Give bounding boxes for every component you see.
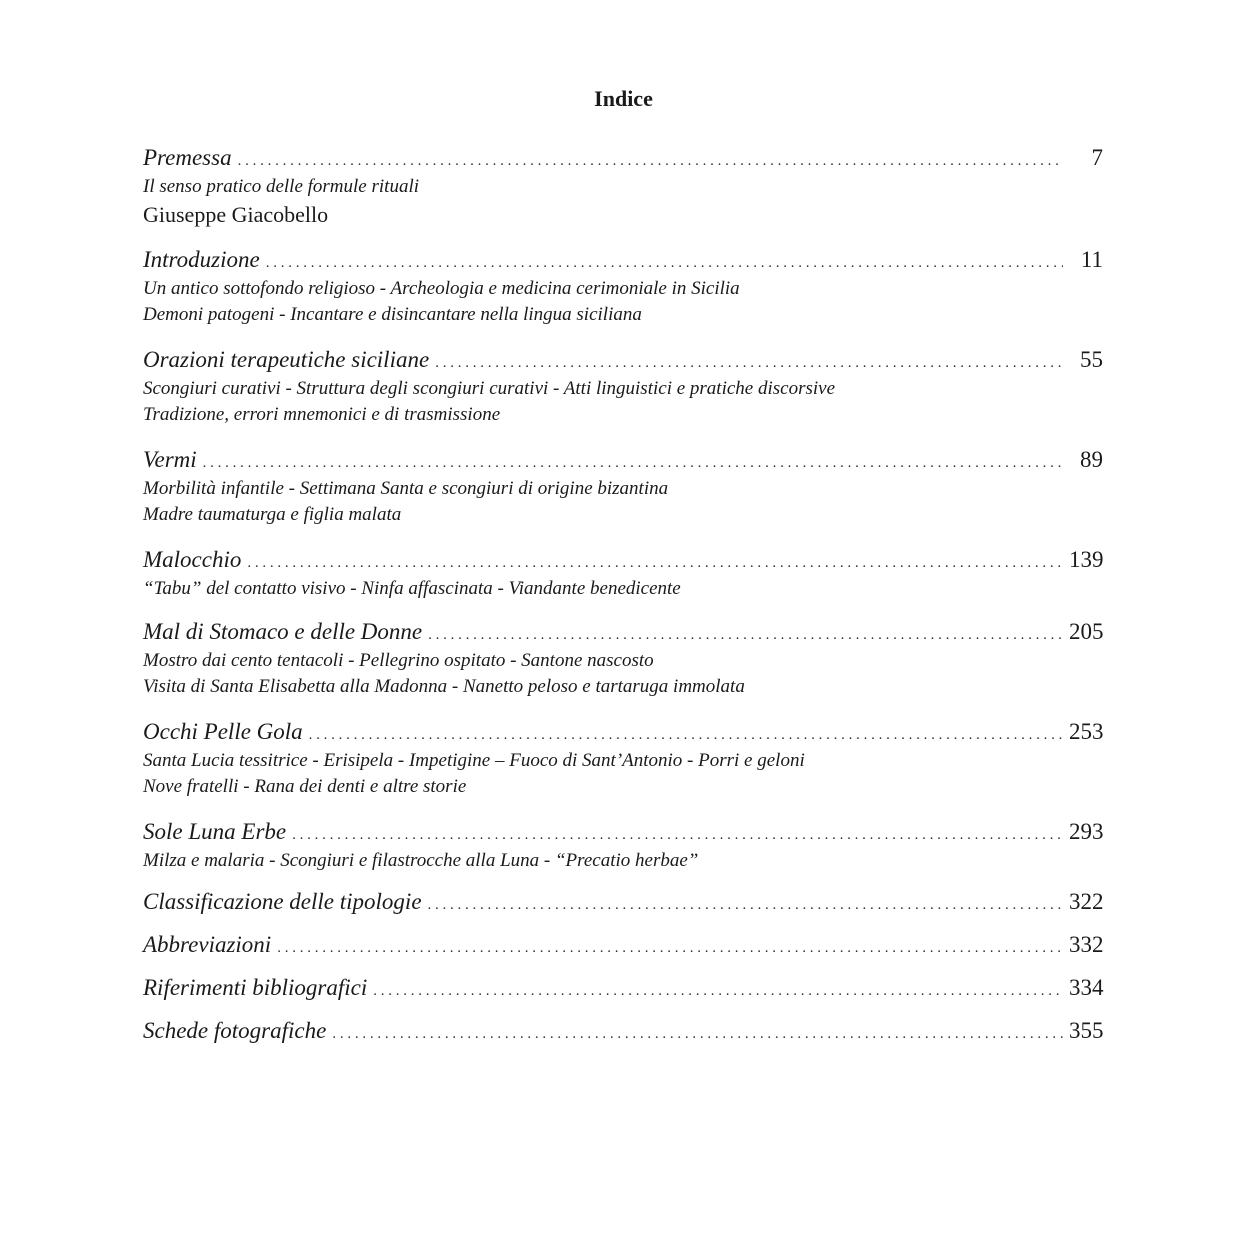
toc-entry-subtitle: Demoni patogeni - Incantare e disincantare nella lingua siciliana bbox=[143, 304, 642, 325]
toc-entry-title: Orazioni terapeutiche siciliane bbox=[143, 347, 430, 372]
toc-entry-subtitle: Madre taumaturga e figlia malata bbox=[143, 504, 402, 525]
toc-entry-page: 253 bbox=[1069, 719, 1104, 744]
dot-leader bbox=[292, 819, 1063, 851]
toc-entry-heading bbox=[143, 816, 1103, 848]
toc-entry-subtitle: Scongiuri curativi - Struttura degli scongiuri curativi - Atti linguistici e pratiche discorsive bbox=[143, 378, 836, 399]
dot-leader bbox=[203, 447, 1063, 479]
toc-entry-heading bbox=[143, 616, 1103, 648]
dot-leader bbox=[247, 547, 1063, 579]
toc-entry-heading bbox=[143, 344, 1103, 376]
toc-entry[interactable] bbox=[143, 142, 1103, 230]
toc-entry[interactable] bbox=[143, 886, 1103, 918]
toc-entry[interactable] bbox=[143, 344, 1103, 428]
toc-entry-page: 334 bbox=[1069, 975, 1104, 1000]
toc-entry-page: 322 bbox=[1069, 889, 1104, 914]
toc-entry-subtitle: Milza e malaria - Scongiuri e filastrocche alla Luna - “Precatio herbae” bbox=[143, 850, 699, 871]
dot-leader bbox=[309, 719, 1063, 751]
toc-entry-heading bbox=[143, 544, 1103, 576]
toc-entry[interactable] bbox=[143, 444, 1103, 528]
toc-entry-page: 205 bbox=[1069, 619, 1104, 644]
toc-entry-heading bbox=[143, 1015, 1103, 1047]
toc-entry-page: 332 bbox=[1069, 932, 1104, 957]
dot-leader bbox=[435, 347, 1063, 379]
toc-entry[interactable] bbox=[143, 972, 1103, 1004]
toc-entry-title: Vermi bbox=[143, 447, 197, 472]
toc-entry-title: Schede fotografiche bbox=[143, 1018, 327, 1043]
toc-entry-page: 355 bbox=[1069, 1018, 1104, 1043]
toc-entry-heading bbox=[143, 444, 1103, 476]
toc-entry-page: 11 bbox=[1080, 247, 1103, 272]
toc-entry-page: 89 bbox=[1080, 447, 1103, 472]
dot-leader bbox=[238, 145, 1063, 177]
toc-entry-title: Introduzione bbox=[143, 247, 260, 272]
dot-leader bbox=[373, 975, 1063, 1007]
toc-entry-subtitle: Nove fratelli - Rana dei denti e altre storie bbox=[143, 776, 467, 797]
dot-leader bbox=[277, 932, 1063, 964]
toc-entry-author: Giuseppe Giacobello bbox=[143, 202, 329, 227]
dot-leader bbox=[428, 889, 1063, 921]
toc-entry[interactable] bbox=[143, 929, 1103, 961]
toc-entry-title: Malocchio bbox=[143, 547, 242, 572]
toc-entry-subtitle: “Tabu” del contatto visivo - Ninfa affascinata - Viandante benedicente bbox=[143, 578, 681, 599]
toc-entry[interactable] bbox=[143, 1015, 1103, 1047]
toc-entry-page: 293 bbox=[1069, 819, 1104, 844]
toc-entry-heading bbox=[143, 972, 1103, 1004]
toc-entry-subtitle: Un antico sottofondo religioso - Archeologia e medicina cerimoniale in Sicilia bbox=[143, 278, 740, 299]
toc-entry[interactable] bbox=[143, 816, 1103, 874]
dot-leader bbox=[428, 619, 1063, 651]
toc-entry-page: 55 bbox=[1080, 347, 1103, 372]
toc-entry[interactable] bbox=[143, 616, 1103, 700]
toc-entry-title: Mal di Stomaco e delle Donne bbox=[143, 619, 423, 644]
toc-entry-page: 139 bbox=[1069, 547, 1104, 572]
dot-leader bbox=[332, 1018, 1063, 1050]
toc-entry-subtitle: Morbilità infantile - Settimana Santa e scongiuri di origine bizantina bbox=[143, 478, 669, 499]
toc-entry-heading bbox=[143, 886, 1103, 918]
toc-entry-subtitle: Mostro dai cento tentacoli - Pellegrino ospitato - Santone nascosto bbox=[143, 650, 654, 671]
toc-entry-title: Classificazione delle tipologie bbox=[143, 889, 422, 914]
toc-entry-subtitle: Il senso pratico delle formule rituali bbox=[143, 176, 420, 197]
toc-entry-title: Riferimenti bibliografici bbox=[143, 975, 368, 1000]
dot-leader bbox=[266, 247, 1063, 279]
toc-entry[interactable] bbox=[143, 244, 1103, 328]
toc-entry-subtitle: Tradizione, errori mnemonici e di trasmissione bbox=[143, 404, 501, 425]
toc-entry[interactable] bbox=[143, 544, 1103, 602]
page-title: Indice bbox=[594, 86, 653, 111]
table-of-contents bbox=[143, 142, 1103, 1047]
toc-entry-subtitle: Santa Lucia tessitrice - Erisipela - Impetigine – Fuoco di Sant’Antonio - Porri e geloni bbox=[143, 750, 805, 771]
toc-entry-title: Occhi Pelle Gola bbox=[143, 719, 303, 744]
toc-entry-subtitle: Visita di Santa Elisabetta alla Madonna - Nanetto peloso e tartaruga immolata bbox=[143, 676, 745, 697]
toc-entry-heading bbox=[143, 244, 1103, 276]
toc-entry-title: Abbreviazioni bbox=[143, 932, 272, 957]
toc-entry-heading bbox=[143, 142, 1103, 174]
toc-entry-heading bbox=[143, 929, 1103, 961]
toc-entry-page: 7 bbox=[1091, 145, 1103, 170]
toc-entry[interactable] bbox=[143, 716, 1103, 800]
toc-entry-title: Sole Luna Erbe bbox=[143, 819, 287, 844]
toc-entry-title: Premessa bbox=[143, 145, 232, 170]
toc-entry-heading bbox=[143, 716, 1103, 748]
